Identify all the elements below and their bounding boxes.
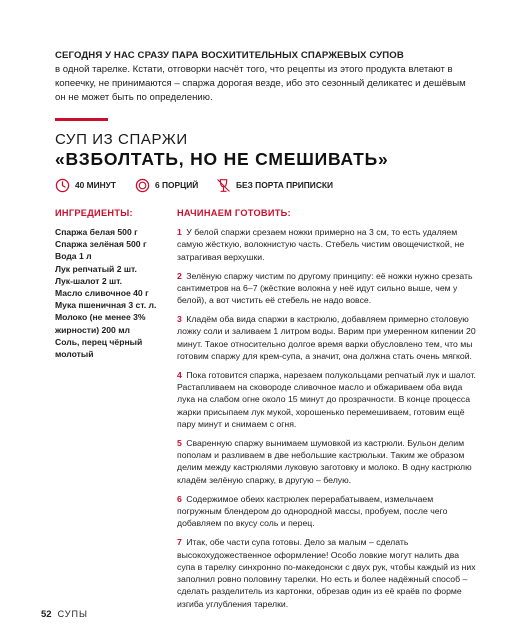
wine-glass-icon xyxy=(216,178,231,193)
step-3 xyxy=(177,313,477,362)
step-number: 6 xyxy=(177,493,182,504)
ingredients-heading: ИНГРЕДИЕНТЫ: xyxy=(55,208,133,218)
step-number: 5 xyxy=(177,437,182,448)
step-6 xyxy=(177,493,477,530)
ingredient-item: Спаржа белая 500 г xyxy=(55,227,138,237)
steps-heading: НАЧИНАЕМ ГОТОВИТЬ: xyxy=(177,208,291,218)
recipe-title: «ВЗБОЛТАТЬ, НО НЕ СМЕШИВАТЬ» xyxy=(55,149,389,169)
step-4 xyxy=(177,369,477,430)
step-number: 2 xyxy=(177,270,182,281)
plate-icon xyxy=(135,178,150,193)
ingredient-item: Лук репчатый 2 шт. xyxy=(55,263,137,274)
meta-time xyxy=(55,176,116,194)
ingredient-item: Мука пшеничная 3 ст. л. xyxy=(55,300,157,311)
step-number: 4 xyxy=(177,369,182,380)
page-number: 52 xyxy=(41,609,52,620)
intro xyxy=(55,49,475,105)
ingredient-item: Молоко (не менее 3% жирности) 200 мл xyxy=(55,312,146,335)
step-7 xyxy=(177,536,477,610)
step-text: Кладём оба вида спаржи в кастрюлю, добавляем примерно столовую ложку соли и заливаем 1 литром воды. Варим при умеренном кипении 20 минут. Такое относительно долгое время варки обусловлено тем, что мы готовим спаржу для крем-супа, а значит, она должна стать очень мягкой. xyxy=(177,314,476,361)
step-1 xyxy=(177,226,477,263)
step-2 xyxy=(177,270,477,307)
step-text: У белой спаржи срезаем ножки примерно на 3 см, то есть удаляем самую жёсткую, волокнистую часть. Стебель чистим овощечисткой, не затрагивая верхушки. xyxy=(177,227,465,262)
meta-time-label: 40 МИНУТ xyxy=(75,180,117,190)
step-number: 1 xyxy=(177,227,182,237)
step-number: 3 xyxy=(177,314,182,325)
meta-servings-label: 6 ПОРЦИЙ xyxy=(155,180,199,190)
step-text: Сваренную спаржу вынимаем шумовкой из кастрюли. Бульон делим пополам и разливаем в две небольшие кастрюльки. Таким же образом делим между кастрюлями луковую заготовку и молоко. В одну кастрюлю кладём зелёную спаржу, в другую – белую. xyxy=(177,437,472,485)
page-footer xyxy=(41,609,88,620)
ingredient-item: Соль, перец чёрный молотый xyxy=(55,336,143,360)
ingredient-item: Вода 1 л xyxy=(55,251,92,262)
step-text: Итак, обе части супа готовы. Дело за малым – сделать высокохудожественное оформление! Особо ловкие могут налить два супа в тарелку синхронно по-македонски с двух рук, чтобы каждый из них заполнил ровно половину тарелки. Но есть и более надёжный способ – сделать разделитель из картонки, обрезав один из её краёв по форме изгиба углубления тарелки. xyxy=(177,537,476,609)
section-name: СУПЫ xyxy=(57,609,88,619)
intro-text: в одной тарелке. Кстати, отговорки насчёт того, что рецепты из этого продукта влетают в копеечку, не принимаются – спаржа дорогая везде, ибо это сезонный деликатес и дешёвым он не может быть по определению. xyxy=(55,64,466,103)
step-number: 7 xyxy=(177,537,182,548)
recipe-subtitle: СУП ИЗ СПАРЖИ xyxy=(55,131,188,148)
meta-wine-label: БЕЗ ПОРТА ПРИПИСКИ xyxy=(236,180,333,190)
accent-rule xyxy=(55,118,108,121)
ingredient-item: Масло сливочное 40 г xyxy=(55,288,149,299)
ingredients-list xyxy=(55,226,167,360)
meta-servings xyxy=(135,176,198,194)
meta-wine xyxy=(216,176,333,194)
ingredient-item: Спаржа зелёная 500 г xyxy=(55,239,147,250)
intro-lead: СЕГОДНЯ У НАС СРАЗУ ПАРА ВОСХИТИТЕЛЬНЫХ СПАРЖЕВЫХ СУПОВ xyxy=(55,50,404,61)
step-text: Зелёную спаржу чистим по другому принципу: её ножки нужно срезать сантиметров на 6–7 (жёсткие волокна у неё идут сильно выше, чем у белой), а вот чистить её стебель не надо вовсе. xyxy=(177,270,473,306)
clock-icon xyxy=(55,178,70,193)
steps-list xyxy=(177,226,477,617)
step-text: Пока готовится спаржа, нарезаем полукольцами репчатый лук и шалот. Растапливаем на сковороде сливочное масло и обжариваем оба вида лука на слабом огне около 15 минут до прозрачности. В конце процесса жарки присыпаем лук мукой, хорошенько перемешиваем, готовим ещё пару минут и снимаем с огня. xyxy=(177,369,476,429)
step-text: Содержимое обеих кастрюлек перерабатываем, измельчаем погружным блендером до однородной массы, пробуем, после чего добавляем по вкусу соль и перец. xyxy=(177,493,448,529)
ingredient-item: Лук-шалот 2 шт. xyxy=(55,275,123,286)
step-5 xyxy=(177,437,477,486)
